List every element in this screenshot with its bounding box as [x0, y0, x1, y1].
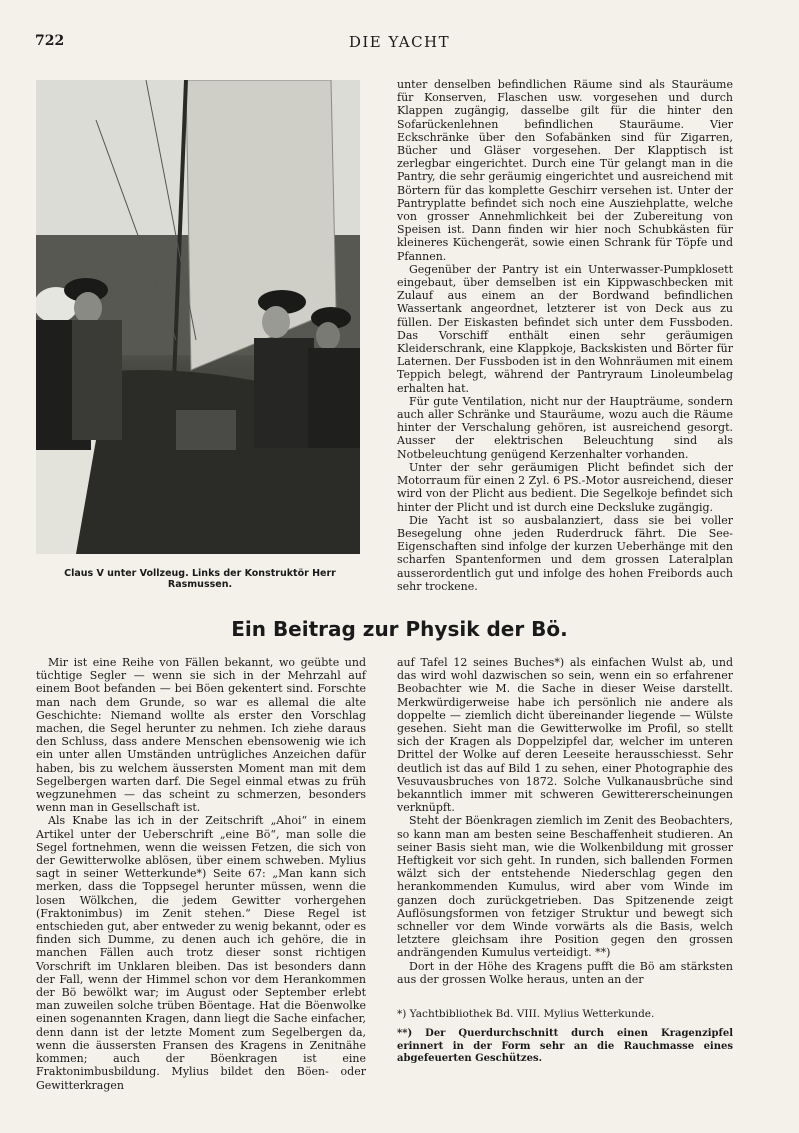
paragraph: auf Tafel 12 seines Buches*) als einfachen Wulst ab, und das wird wohl dazwischen so sein, wenn ein so erfahrener Beobachter wie M. die Sache in dieser Weise darstellt. Merkwürdigerweise habe ich persönlich nie andere als doppelte — ziemlich dicht übereinander liegende — Wülste gesehen. Sieht man die Gewitterwolke im Profil, so stellt sich der Kragen als Doppelzipfel dar, welcher im unteren Drittel der Wolke auf deren Leeseite herausschiesst. Sehr deutlich ist das auf Bild 1 zu sehen, einer Photographie des Vesuvausbruches von 1872. Solche Vulkanausbrüche sind bekanntlich immer mit schweren Gewittererscheinungen verknüpft. [397, 656, 733, 815]
paragraph: Steht der Böenkragen ziemlich im Zenit des Beobachters, so kann man am besten seine Beschaffenheit studieren. An seiner Basis sieht man, wie die Wolkenbildung mit grosser Heftigkeit vor sich geht. In runden, sich ballenden Formen wälzt sich der entstehende Niederschlag gegen den herankommenden Kumulus, wird aber vom Winde im ganzen doch zurückgetrieben. Das Spitzenende zeigt Auflösungsformen von fetziger Struktur und bewegt sich schneller vor dem Winde vorwärts als die Basis, welch letztere gleichsam ihre Position gegen den grossen andrängenden Kumulus verteidigt. **) [397, 814, 733, 960]
article-title: Ein Beitrag zur Physik der Bö. [231, 617, 568, 641]
paragraph: Die Yacht ist so ausbalanziert, dass sie bei voller Besegelung ohne jeden Ruderdruck fährt. Die See-Eigenschaften sind infolge der kurzen Ueberhänge mit den scharfen Spantenformen und dem grossen Lateralplan ausserordentlich gut und infolge des hohen Freibords auch sehr trockene. [397, 513, 733, 593]
page-number: 722 [35, 33, 65, 49]
article-left-column [36, 656, 366, 1092]
photo-caption: Claus V unter Vollzeug. Links der Konstruktör Herr Rasmussen. [64, 568, 336, 590]
paragraph: Dort in der Höhe des Kragens pufft die Bö am stärksten aus der grossen Wolke heraus, unten an der [397, 959, 733, 986]
footnote: *) Yachtbibliothek Bd. VIII. Mylius Wetterkunde. [397, 1008, 655, 1020]
yacht-photo-illustration [36, 80, 360, 554]
paragraph: Mir ist eine Reihe von Fällen bekannt, wo geübte und tüchtige Segler — wenn sie sich in der Mehrzahl auf einem Boot befanden — bei Böen gekentert sind. Forschte man nach dem Grunde, so war es allemal die alte Geschichte: Niemand wollte als erster den Vorschlag machen, die Segel herunter zu nehmen. Ich ziehe daraus den Schluss, dass andere Menschen ebensowenig wie ich ein unter allen Umständen untrügliches Anzeichen dafür haben, bis zu welchem äussersten Moment man mit dem Segelbergen warten darf. Die Segel einmal etwas zu früh wegzunehmen — das scheint zu schmerzen, besonders wenn man in Gesellschaft ist. [36, 656, 366, 815]
paragraph: Als Knabe las ich in der Zeitschrift „Ahoi“ in einem Artikel unter der Ueberschrift „eine Bö“, man solle die Segel fortnehmen, wenn die weissen Fetzen, die sich von der Gewitterwolke ablösen, über einem schweben. Mylius sagt in seiner Wetterkunde*) Seite 67: „Man kann sich merken, dass die Toppsegel herunter müssen, wenn die losen Wölkchen, die jedem Gewitter vorhergehen (Fraktonimbus) im Zenit stehen.“ Diese Regel ist entschieden gut, aber entweder zu wenig bekannt, oder es finden sich Dumme, zu denen auch ich gehöre, die in manchen Fällen auch trotz dieser sonst richtigen Vorschrift im Unklaren bleiben. Das ist besonders dann der Fall, wenn der Himmel schon vor dem Herankommen der Bö bewölkt war; im August oder September erlebt man zuweilen solche trüben Böentage. Hat die Böenwolke einen sogenannten Kragen, dann liegt die Sache einfacher, denn dann ist der letzte Moment zum Segelbergen da, wenn die äussersten Fransen des Kragens in Zenitnähe kommen; auch der Böenkragen ist eine Fraktonimbusbildung. Mylius bildet den Böen- oder Gewitterkragen [36, 814, 366, 1092]
paragraph: unter denselben befindlichen Räume sind als Stauräume für Konserven, Flaschen usw. vorgesehen und durch Klappen zugängig, dasselbe gilt für die hinter den Sofarückenlehnen befindlichen Stauräume. Vier Eckschränke über den Sofabänken sind für Zigarren, Bücher und Gläser vorgesehen. Der Klapptisch ist zerlegbar eingerichtet. Durch eine Tür gelangt man in die Pantry, die sehr geräumig eingerichtet und ausreichend mit Börtern für das komplette Geschirr versehen ist. Unter der Pantryplatte befindet sich noch eine Ausziehplatte, welche von grosser Annehmlichkeit bei der Zubereitung von Speisen ist. Dann finden wir hier noch Schubkästen für kleineres Küchengerät, sowie einen Schrank für Töpfe und Pfannen. [397, 78, 733, 263]
running-title: DIE YACHT [348, 33, 451, 51]
article-right-column [397, 656, 733, 986]
paragraph: Unter der sehr geräumigen Plicht befindet sich der Motorraum für einen 2 Zyl. 6 PS.-Motor ausreichend, dieser wird von der Plicht aus bedient. Die Segelkoje befindet sich hinter der Plicht und ist durch eine Decksluke zugängig. [397, 460, 733, 514]
paragraph: Für gute Ventilation, nicht nur der Haupträume, sondern auch aller Schränke und Stauräume, wozu auch die Räume hinter der Verschalung gehören, ist ausreichend gesorgt. Ausser der elektrischen Beleuchtung sind als Notbeleuchtung genügend Kerzenhalter vorhanden. [397, 394, 733, 461]
top-right-column [397, 78, 733, 593]
sailing-yacht-photo [36, 80, 360, 554]
paragraph: Gegenüber der Pantry ist ein Unterwasser-Pumpklosett eingebaut, über demselben ist ein Kippwaschbecken mit Zulauf aus einem an der Bordwand befindlichen Wassertank angeordnet, letzterer ist von Deck aus zu füllen. Der Eiskasten befindet sich unter dem Fussboden. Das Vorschiff enthält einen sehr geräumigen Kleiderschrank, eine Klappkoje, Backskisten und Börter für Laternen. Der Fussboden ist in den Wohnräumen mit einem Teppich belegt, während der Pantryraum Linoleumbelag erhalten hat. [397, 262, 733, 395]
footnote: **) Der Querdurchschnitt durch einen Kragenzipfel erinnert in der Form sehr an die Rauchmasse eines abgefeuerten Geschützes. [397, 1028, 733, 1065]
